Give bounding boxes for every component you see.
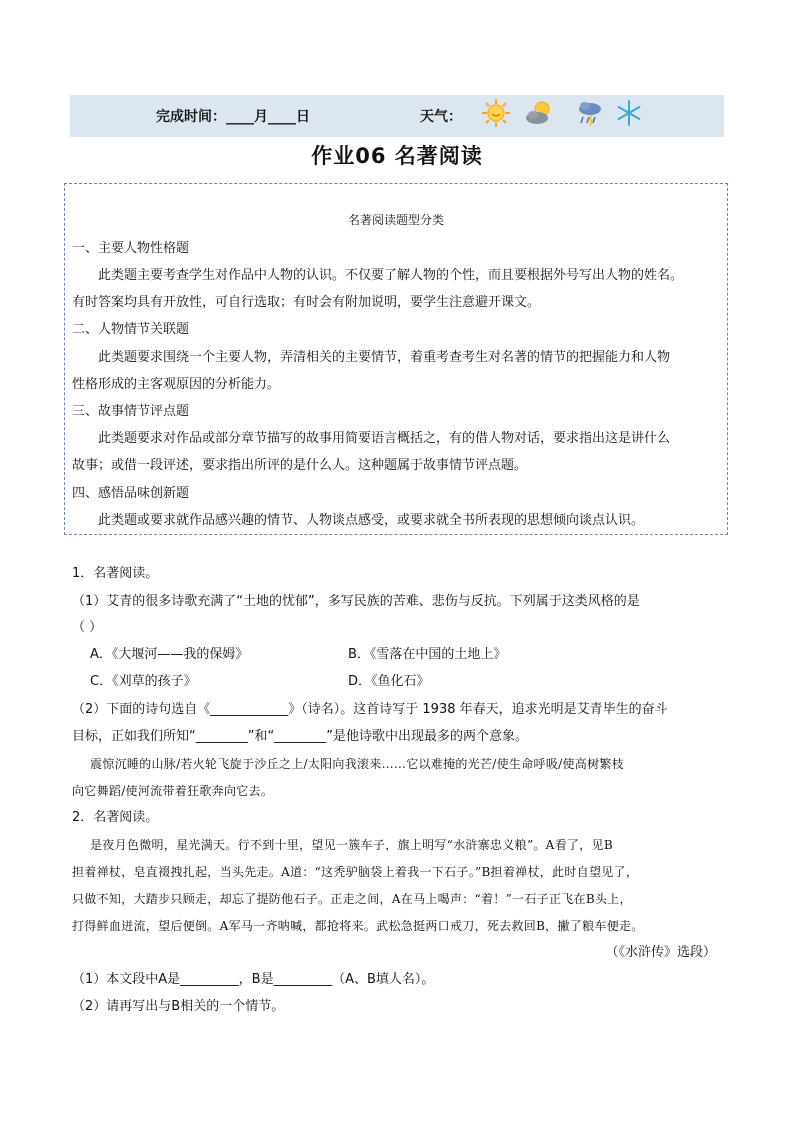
type-desc-line: 此类题主要考查学生对作品中人物的认识。不仅要了解人物的个性，而且要根据外号写出人物的姓名。 (98, 268, 684, 283)
type-desc-line: 此类题要求围绕一个主要人物，弄清相关的主要情节，着重考查考生对名著的情节的把握能力和人物 (98, 350, 671, 365)
sun-icon (481, 98, 511, 128)
passage-source: （《水浒传》选段） (605, 945, 716, 960)
passage-line: 只做不知，大踏步只顾走，却忘了提防他石子。正走之间，A在马上喝声：“着！”一石子正飞在B头上， (72, 892, 632, 906)
question-1-heading: 1．名著阅读。 (72, 566, 159, 581)
question-2-heading: 2．名著阅读。 (72, 810, 159, 825)
q1-part2-stem-cont: 目标，正如我们所知“________”和“________”是他诗歌中出现最多的两个意象。 (72, 729, 528, 744)
weather-label: 天气： (420, 109, 462, 125)
type-desc-line: 此类题或要求就作品感兴趣的情节、人物谈点感受，或要求就全书所表现的思想倾向谈点认识。 (98, 513, 645, 528)
q2-part2: （2）请再写出与B相关的一个情节。 (72, 999, 285, 1014)
type-desc-line: 故事；或借一段评述，要求指出所评的是什么人。这种题属于故事情节评点题。 (72, 458, 528, 473)
completion-time-label: 完成时间：____月____日 (156, 109, 310, 125)
page-title: 作业06 名著阅读 (311, 144, 483, 168)
partly-cloudy-icon (524, 98, 554, 128)
type-desc-line: 有时答案均具有开放性，可自行选取；有时会有附加说明，要学生注意避开课文。 (72, 295, 541, 310)
option-c: C．《刈草的孩子》 (90, 674, 197, 689)
q1-part2-stem: （2）下面的诗句选自《____________》（诗名）。这首诗写于 1938 年春天，追求光明是艾青毕生的奋斗 (72, 702, 668, 717)
type-heading-3: 三、故事情节评点题 (72, 404, 190, 419)
option-a: A．《大堰河——我的保姆》 (90, 647, 249, 662)
storm-icon (575, 98, 605, 128)
q1-part1-answer-blank: （ ） (72, 620, 103, 635)
passage-line: 担着禅杖，皂直裰拽扎起，当头先走。A道：“这秃驴脑袋上着我一下石子。”B担着禅杖，此时自望见了， (72, 865, 639, 879)
type-desc-line: 性格形成的主客观原因的分析能力。 (72, 377, 281, 392)
type-desc-line: 此类题要求对作品或部分章节描写的故事用简要语言概括之，有的借人物对话，要求指出这是讲什么 (98, 431, 671, 446)
snowflake-icon (614, 98, 644, 128)
passage-line: 打得鲜血迸流，望后便倒。A军马一齐呐喊，都抢将来。武松急挺两口戒刀，死去救回B，撇了粮车便走。 (72, 919, 644, 933)
type-heading-2: 二、人物情节关联题 (72, 322, 190, 337)
box-subtitle: 名著阅读题型分类 (347, 213, 444, 227)
option-d: D．《鱼化石》 (348, 674, 430, 689)
q1-part1-stem: （1）艾青的很多诗歌充满了“土地的忧郁”，多写民族的苦难、悲伤与反抗。下列属于这类风格的是 (72, 594, 640, 609)
type-heading-1: 一、主要人物性格题 (72, 241, 190, 256)
q2-part1: （1）本文段中A是_________，B是_________（A、B填人名）。 (72, 972, 435, 987)
type-heading-4: 四、感悟品味创新题 (72, 486, 190, 501)
poem-excerpt-line: 震惊沉睡的山脉/若火轮飞旋于沙丘之上/太阳向我滚来……它以难掩的光芒/使生命呼吸/使高树繁枝 (90, 757, 624, 771)
poem-excerpt-line: 向它舞蹈/使河流带着狂歌奔向它去。 (72, 784, 274, 798)
passage-line: 是夜月色微明，星光满天。行不到十里，望见一簇车子，旗上明写“水浒寨忠义粮”。A看了，见B (90, 838, 613, 852)
option-b: B．《雪落在中国的土地上》 (348, 647, 507, 662)
